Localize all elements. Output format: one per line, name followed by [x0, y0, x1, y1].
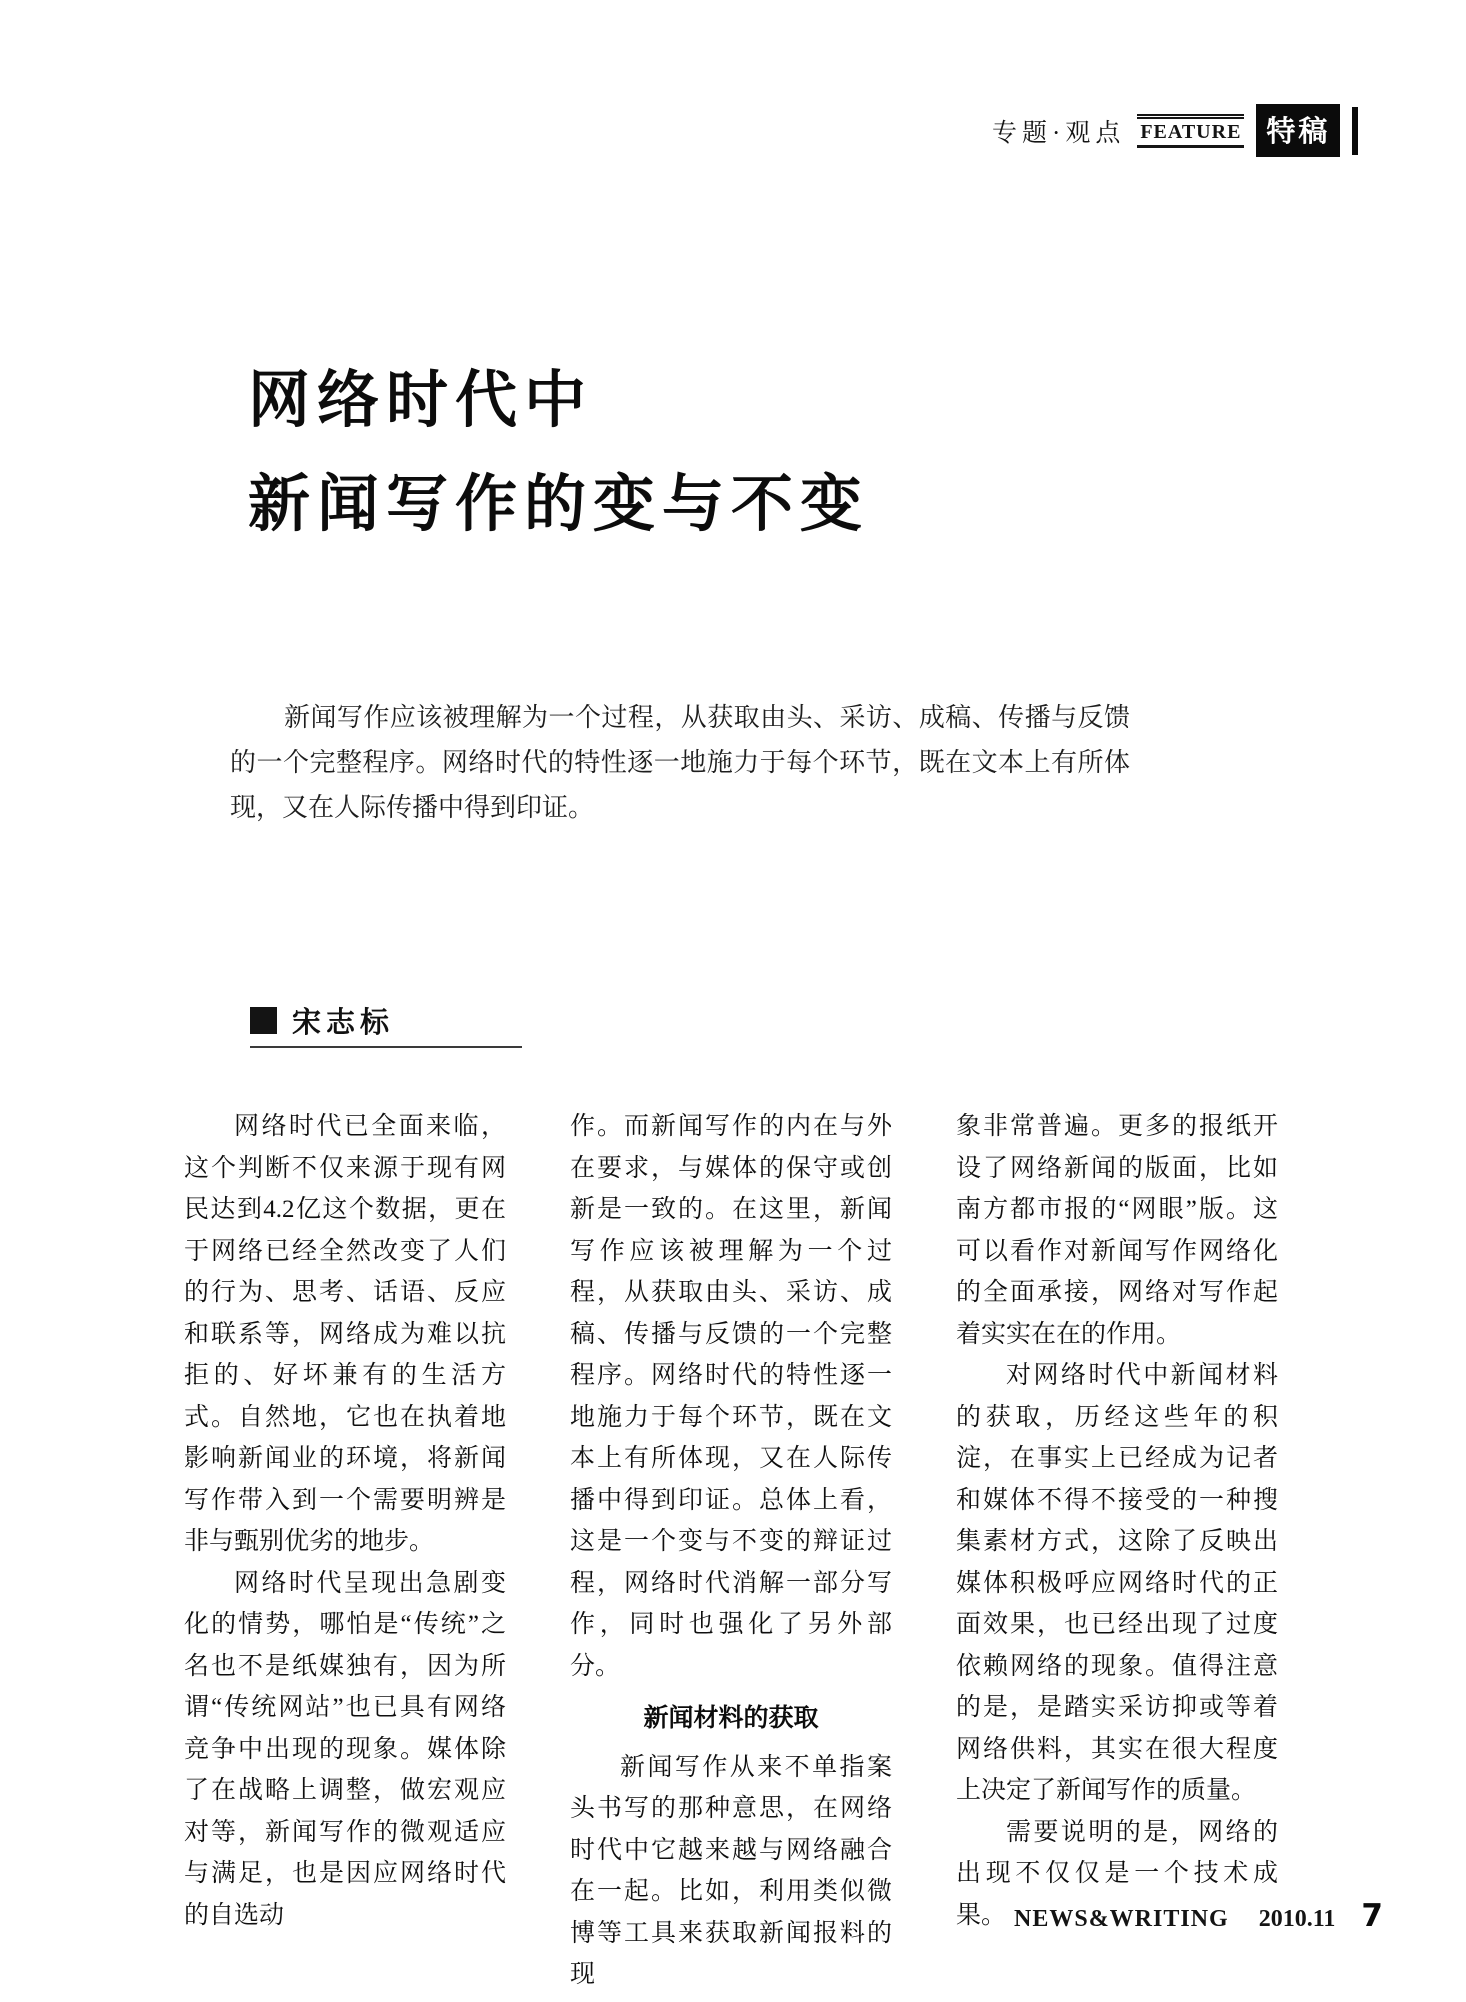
article-body — [184, 1106, 1278, 1996]
header-feature-label: FEATURE — [1137, 114, 1244, 148]
journal-name: NEWS&WRITING — [1014, 1906, 1229, 1932]
article-title — [248, 348, 869, 556]
body-column-1 — [184, 1106, 506, 1996]
issue-date: 2010.11 — [1258, 1906, 1336, 1932]
article-title-line-2: 新闻写作的变与不变 — [248, 467, 870, 540]
header-vertical-rule — [1352, 107, 1358, 155]
paragraph: 作。而新闻写作的内在与外在要求，与媒体的保守或创新是一致的。在这里，新闻写作应该被理解为一个过程，从获取由头、采访、成稿、传播与反馈的一个完整程序。网络时代的特性逐一地施力于每个环节，既在文本上有所体现，又在人际传播中得到印证。总体上看，这是一个变与不变的辩证过程，网络时代消解一部分写作，同时也强化了另外部分。 — [570, 1113, 892, 1680]
body-column-2 — [570, 1106, 892, 1996]
paragraph: 网络时代已全面来临，这个判断不仅来源于现有网民达到4.2亿这个数据，更在于网络已经全然改变了人们的行为、思考、话语、反应和联系等，网络成为难以抗拒的、好坏兼有的生活方式。自然地，它也在执着地影响新闻业的环境，将新闻写作带入到一个需要明辨是非与甄别优劣的地步。 — [184, 1113, 506, 1555]
paragraph: 新闻写作从来不单指案头书写的那种意思，在网络时代中它越来越与网络融合在一起。比如，利用类似微博等工具来获取新闻报料的现 — [570, 1753, 892, 1988]
article-abstract: 新闻写作应该被理解为一个过程，从获取由头、采访、成稿、传播与反馈的一个完整程序。网络时代的特性逐一地施力于每个环节，既在文本上有所体现，又在人际传播中得到印证。 — [230, 703, 1130, 823]
paragraph: 网络时代呈现出急剧变化的情势，哪怕是“传统”之名也不是纸媒独有，因为所谓“传统网站”也已具有网络竞争中出现的现象。媒体除了在战略上调整，做宏观应对等，新闻写作的微观适应与满足，也是因应网络时代的自选动 — [184, 1569, 506, 1929]
header-topic-label: 专题·观点 — [992, 119, 1126, 147]
black-square-bullet-icon — [250, 1007, 277, 1034]
paragraph: 需要说明的是，网络的出现不仅仅是一个技术成果。 — [956, 1818, 1278, 1929]
section-subheading: 新闻材料的获取 — [643, 1703, 819, 1732]
page-footer — [1014, 1898, 1383, 1934]
paragraph: 对网络时代中新闻材料的获取，历经这些年的积淀，在事实上已经成为记者和媒体不得不接受的一种搜集素材方式，这除了反映出媒体积极呼应网络时代的正面效果，也已经出现了过度依赖网络的现象。值得注意的是，是踏实采访抑或等着网络供料，其实在很大程度上决定了新闻写作的质量。 — [956, 1362, 1278, 1804]
author-underline-rule — [250, 1046, 522, 1048]
paragraph: 象非常普遍。更多的报纸开设了网络新闻的版面，比如南方都市报的“网眼”版。这可以看作对新闻写作网络化的全面承接，网络对写作起着实实在在的作用。 — [956, 1113, 1278, 1348]
article-title-line-1: 网络时代中 — [248, 363, 594, 436]
body-column-3 — [956, 1106, 1278, 1996]
page-number: 7 — [1361, 1898, 1383, 1934]
author-name: 宋志标 — [292, 1005, 395, 1039]
header-badge: 特稿 — [1256, 104, 1340, 157]
author-block — [250, 1000, 394, 1041]
page-header — [992, 104, 1358, 157]
